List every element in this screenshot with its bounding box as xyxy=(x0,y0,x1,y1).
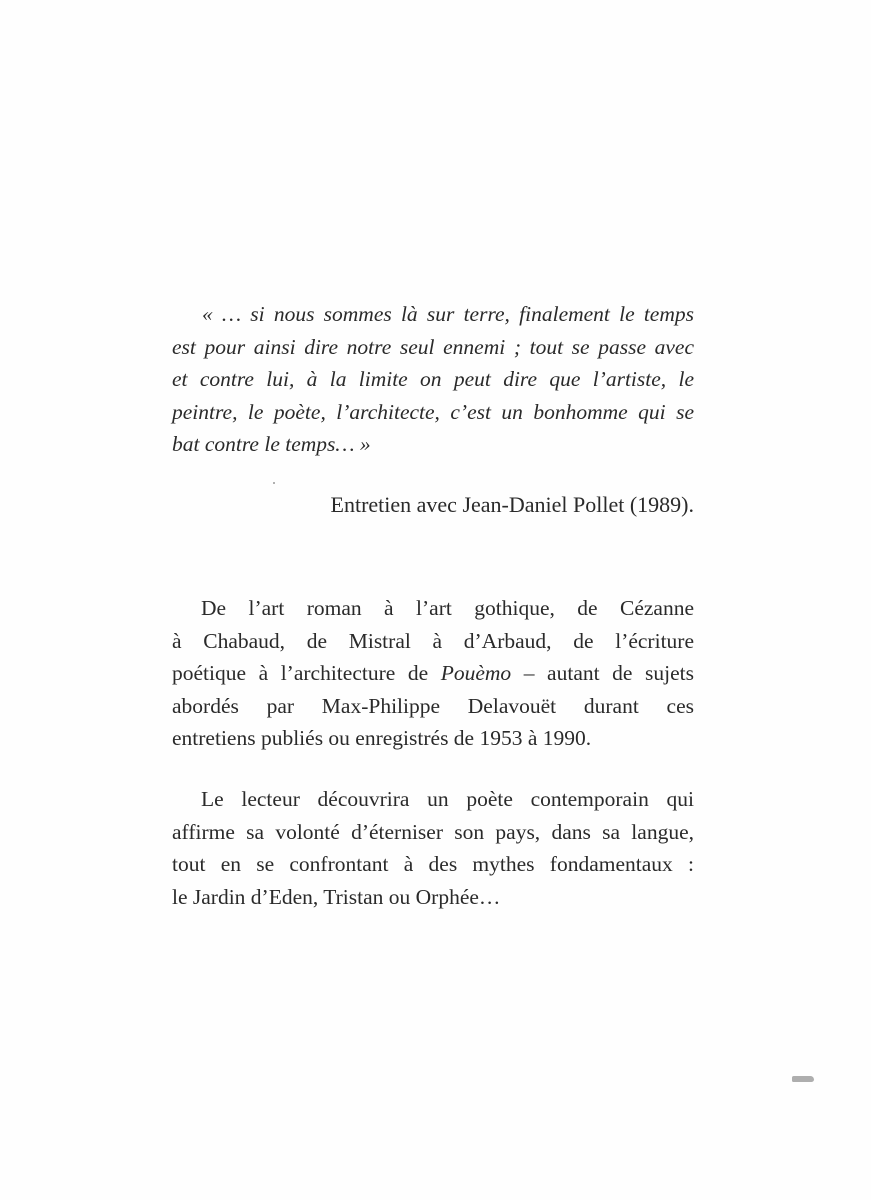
text-segment: poétique à l’architecture de xyxy=(172,661,441,686)
paragraph-line: Le lecteur découvrira un poète contemporain qui xyxy=(201,787,694,811)
epigraph-quote xyxy=(172,298,694,461)
description-paragraph-2 xyxy=(172,783,694,913)
paragraph-line xyxy=(172,657,694,690)
work-title: Pouèmo xyxy=(440,661,512,686)
paragraph-line: à Chabaud, de Mistral à d’Arbaud, de l’écriture xyxy=(172,628,694,653)
text-segment: – autant de sujets xyxy=(511,661,694,686)
quote-line: bat contre le temps… » xyxy=(172,432,371,457)
paragraph-line: abordés par Max-Philippe Delavouët durant ces xyxy=(172,693,694,718)
paragraph-line: le Jardin d’Eden, Tristan ou Orphée… xyxy=(172,884,501,909)
quote-line: est pour ainsi dire notre seul ennemi ; tout se passe avec xyxy=(172,334,694,359)
quote-line: peintre, le poète, l’architecte, c’est un bonhomme qui se xyxy=(172,399,694,424)
ink-speck xyxy=(273,482,275,484)
scan-smudge xyxy=(792,1076,814,1082)
quote-attribution: Entretien avec Jean-Daniel Pollet (1989). xyxy=(330,492,694,517)
quote-line: « … si nous sommes là sur terre, finalement le temps xyxy=(202,302,694,326)
paragraph-line: entretiens publiés ou enregistrés de 1953 à 1990. xyxy=(172,726,592,751)
description-paragraph-1 xyxy=(172,592,694,755)
paragraph-line: De l’art roman à l’art gothique, de Cézanne xyxy=(201,596,694,620)
paragraph-line: tout en se confrontant à des mythes fondamentaux : xyxy=(172,852,694,877)
quote-line: et contre lui, à la limite on peut dire que l’artiste, le xyxy=(172,367,694,392)
paragraph-line: affirme sa volonté d’éterniser son pays, dans sa langue, xyxy=(172,819,694,844)
